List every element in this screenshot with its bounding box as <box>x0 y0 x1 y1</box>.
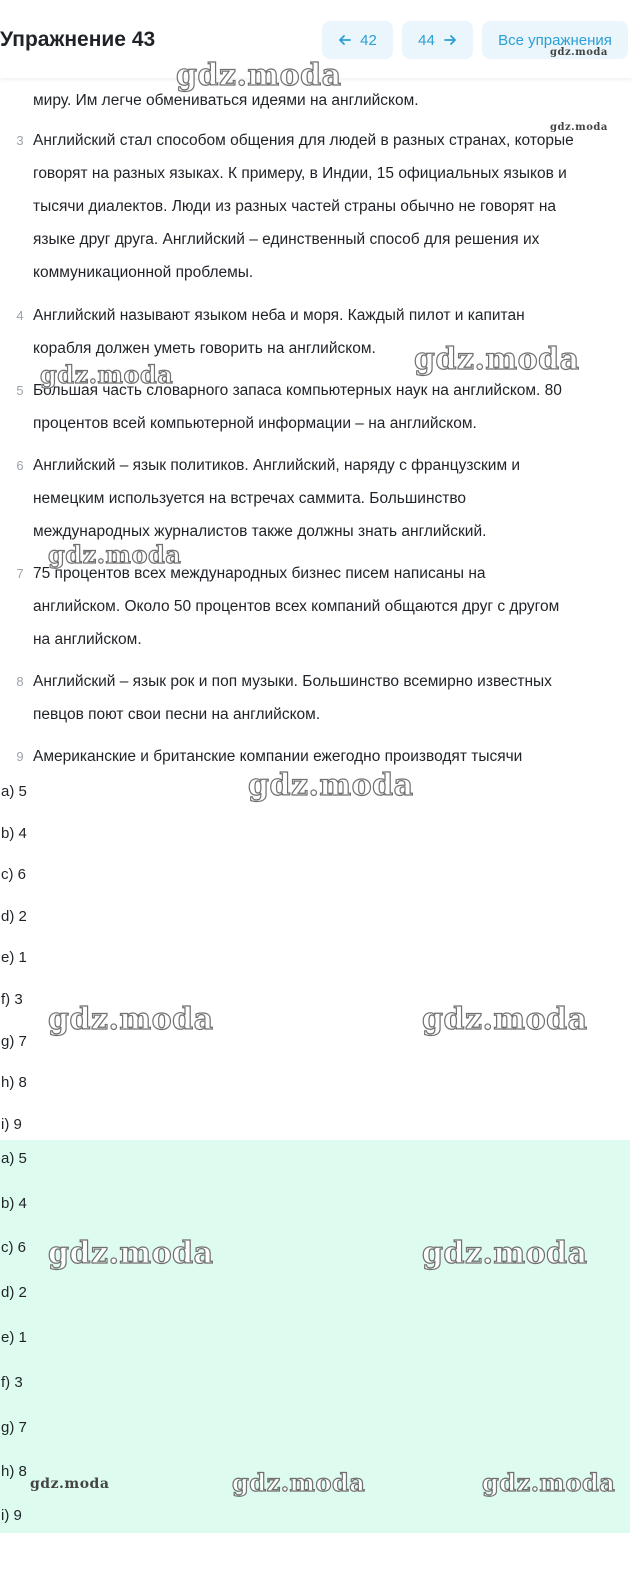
watermark: gdz.moda <box>48 540 182 569</box>
text-line: миру. Им легче обмениваться идеями на английском. <box>33 92 419 109</box>
arrow-left-icon <box>338 33 352 47</box>
answer-item: e) 1 <box>1 1329 27 1346</box>
next-exercise-button[interactable] <box>402 21 473 59</box>
text-line: Английский стал способом общения для людей в разных странах, которые <box>33 132 574 149</box>
answer-item: b) 4 <box>1 1195 27 1212</box>
text-line: Английский – язык рок и поп музыки. Большинство всемирно известных <box>33 673 552 690</box>
paragraph-7 <box>33 557 629 656</box>
watermark: gdz.moda <box>422 1236 588 1271</box>
prev-exercise-label: 42 <box>360 31 377 49</box>
paragraph-number: 3 <box>16 133 24 148</box>
watermark: gdz.moda <box>176 58 342 93</box>
answer-item: d) 2 <box>1 1284 27 1301</box>
watermark: gdz.moda <box>482 1468 616 1497</box>
paragraph-3 <box>33 124 629 289</box>
paragraph-8 <box>33 665 629 731</box>
paragraph-number: 9 <box>16 749 24 764</box>
answer-item: f) 3 <box>1 991 23 1008</box>
paragraph-number: 5 <box>16 383 24 398</box>
text-line: процентов всей компьютерной информации – на английском. <box>33 415 477 432</box>
text-line: языке друг друга. Английский – единственный способ для решения их <box>33 231 540 248</box>
paragraph-number: 7 <box>16 566 24 581</box>
paragraph-number: 6 <box>16 458 24 473</box>
text-line: говорят на разных языках. К примеру, в Индии, 15 официальных языков и <box>33 165 567 182</box>
text-line: на английском. <box>33 631 142 648</box>
text-line: Американские и британские компании ежегодно производят тысячи <box>33 748 523 765</box>
text-line: английском. Около 50 процентов всех компаний общаются друг с другом <box>33 598 560 615</box>
watermark: gdz.moda <box>40 360 174 389</box>
paragraph-number: 4 <box>16 308 24 323</box>
text-line: Большая часть словарного запаса компьютерных наук на английском. 80 <box>33 382 562 399</box>
text-line: певцов поют свои песни на английском. <box>33 706 321 723</box>
text-line: международных журналистов также должны знать английский. <box>33 523 487 540</box>
answer-item: g) 7 <box>1 1033 27 1050</box>
paragraph-6 <box>33 449 629 548</box>
answer-item: h) 8 <box>1 1463 27 1480</box>
watermark: gdz.moda <box>48 1002 214 1037</box>
answer-item: i) 9 <box>1 1507 22 1524</box>
prev-exercise-button[interactable] <box>322 21 393 59</box>
watermark: gdz.moda <box>550 47 608 58</box>
watermark: gdz.moda <box>422 1002 588 1037</box>
answer-item: a) 5 <box>1 783 27 800</box>
text-line: Английский называют языком неба и моря. Каждый пилот и капитан <box>33 307 525 324</box>
text-line: немецким используется на встречах саммита. Большинство <box>33 490 467 507</box>
answer-item: d) 2 <box>1 908 27 925</box>
page-title: Упражнение 43 <box>0 28 156 51</box>
answer-item: e) 1 <box>1 949 27 966</box>
answer-item: b) 4 <box>1 825 27 842</box>
text-line: коммуникационной проблемы. <box>33 264 254 281</box>
answer-item: f) 3 <box>1 1374 23 1391</box>
all-exercises-label: Все упражнения <box>498 31 612 49</box>
answer-item: a) 5 <box>1 1150 27 1167</box>
arrow-right-icon <box>443 33 457 47</box>
watermark: gdz.moda <box>30 1476 110 1492</box>
watermark: gdz.moda <box>414 342 580 377</box>
watermark: gdz.moda <box>48 1236 214 1271</box>
text-line: корабля должен уметь говорить на английском. <box>33 340 376 357</box>
text-line: Английский – язык политиков. Английский, наряду с французским и <box>33 457 521 474</box>
watermark: gdz.moda <box>232 1468 366 1497</box>
text-line: 75 процентов всех международных бизнес писем написаны на <box>33 565 486 582</box>
answer-item: h) 8 <box>1 1074 27 1091</box>
answer-item: c) 6 <box>1 866 27 883</box>
answer-item: i) 9 <box>1 1116 22 1133</box>
answer-item: g) 7 <box>1 1419 27 1436</box>
watermark: gdz.moda <box>550 122 608 133</box>
answer-item: c) 6 <box>1 1239 27 1256</box>
watermark: gdz.moda <box>248 768 414 803</box>
next-exercise-label: 44 <box>418 31 435 49</box>
paragraph-number: 8 <box>16 674 24 689</box>
text-line: тысячи диалектов. Люди из разных частей страны обычно не говорят на <box>33 198 557 215</box>
